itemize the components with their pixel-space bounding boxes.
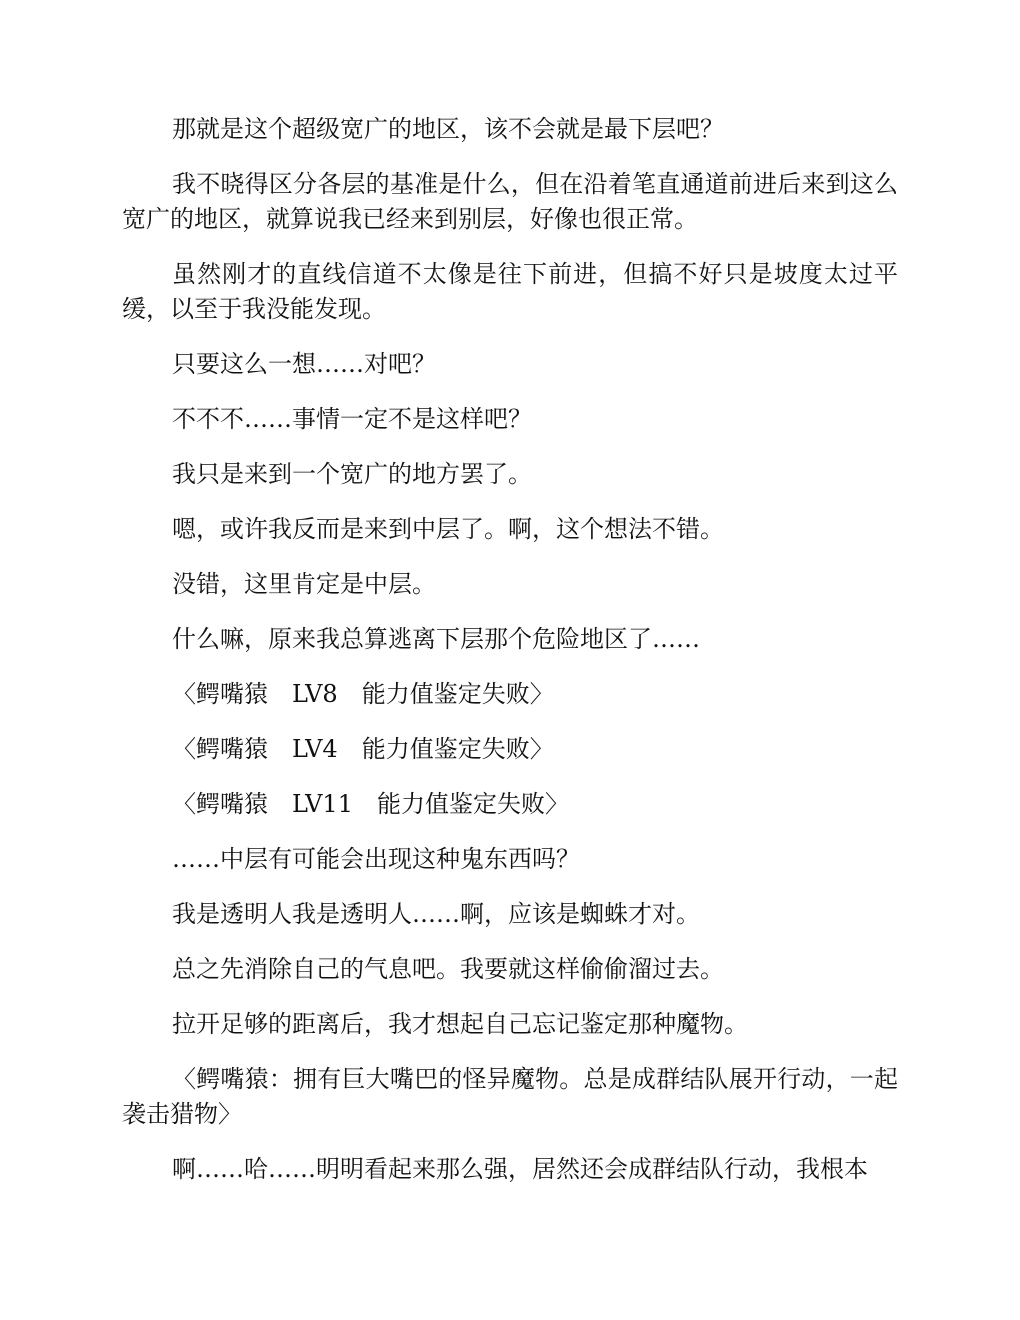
paragraph: 我是透明人我是透明人……啊，应该是蜘蛛才对。 xyxy=(172,900,700,928)
appraisal-line: 〈鳄嘴猿 LV11 能力值鉴定失败〉 xyxy=(172,790,569,818)
paragraph: 啊……哈……明明看起来那么强，居然还会成群结队行动，我根本 xyxy=(172,1155,868,1183)
paragraph: 总之先消除自己的气息吧。我要就这样偷偷溜过去。 xyxy=(172,955,724,983)
paragraph: 虽然刚才的直线信道不太像是往下前进，但搞不好只是坡度太过平缓，以至于我没能发现。 xyxy=(122,260,898,323)
paragraph: 只要这么一想……对吧？ xyxy=(172,350,436,378)
paragraph: 嗯，或许我反而是来到中层了。啊，这个想法不错。 xyxy=(172,515,724,543)
appraisal-line: 〈鳄嘴猿 LV4 能力值鉴定失败〉 xyxy=(172,735,554,763)
paragraph: 拉开足够的距离后，我才想起自己忘记鉴定那种魔物。 xyxy=(172,1010,748,1038)
paragraph: 那就是这个超级宽广的地区，该不会就是最下层吧？ xyxy=(172,115,724,143)
paragraph: 我只是来到一个宽广的地方罢了。 xyxy=(172,460,532,488)
paragraph: 什么嘛，原来我总算逃离下层那个危险地区了…… xyxy=(172,625,700,653)
paragraph: 不不不……事情一定不是这样吧？ xyxy=(172,405,532,433)
paragraph: ……中层有可能会出现这种鬼东西吗？ xyxy=(172,845,580,873)
appraisal-line: 〈鳄嘴猿 LV8 能力值鉴定失败〉 xyxy=(172,680,554,708)
appraisal-line: 〈鳄嘴猿：拥有巨大嘴巴的怪异魔物。总是成群结队展开行动，一起袭击猎物〉 xyxy=(122,1065,898,1128)
document-page xyxy=(122,112,898,1207)
paragraph: 我不晓得区分各层的基准是什么，但在沿着笔直通道前进后来到这么宽广的地区，就算说我已经来到别层，好像也很正常。 xyxy=(122,170,898,233)
paragraph: 没错，这里肯定是中层。 xyxy=(172,570,436,598)
